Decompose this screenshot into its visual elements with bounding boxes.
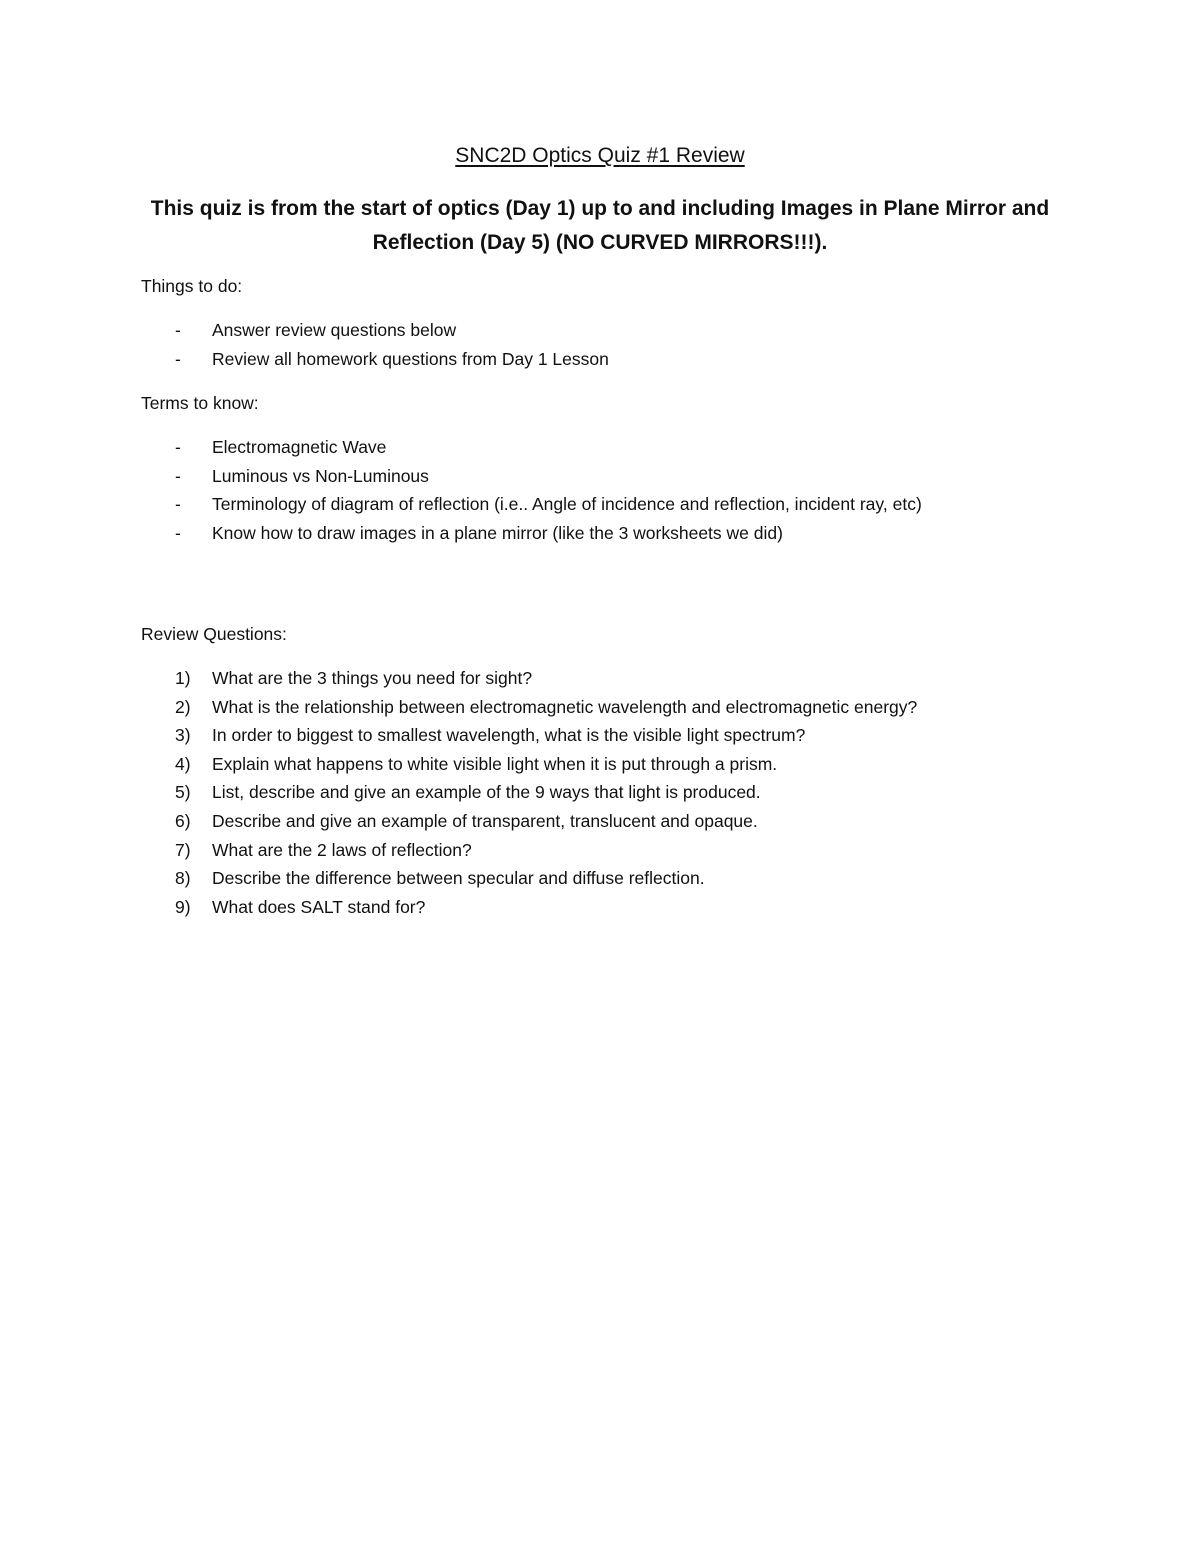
question-number: 1) bbox=[175, 668, 191, 688]
question-number: 6) bbox=[175, 810, 191, 831]
things-to-do-label: Things to do: bbox=[141, 276, 243, 296]
question-text: What are the 2 laws of reflection? bbox=[212, 839, 472, 860]
list-marker: - bbox=[175, 522, 181, 543]
question-text: What does SALT stand for? bbox=[212, 896, 426, 917]
list-item-text: Electromagnetic Wave bbox=[212, 437, 387, 457]
quiz-scope-warning: (NO CURVED MIRRORS!!!). bbox=[555, 231, 828, 254]
question-text: In order to biggest to smallest wavelength, what is the visible light spectrum? bbox=[212, 725, 806, 746]
question-text: What are the 3 things you need for sight? bbox=[212, 668, 533, 688]
list-item-text: Answer review questions below bbox=[212, 320, 457, 340]
list-marker: - bbox=[175, 494, 181, 515]
question-number: 4) bbox=[175, 753, 191, 774]
list-marker: - bbox=[175, 320, 181, 340]
list-item-text: Review all homework questions from Day 1 Lesson bbox=[212, 348, 609, 369]
list-item-text: Know how to draw images in a plane mirror (like the 3 worksheets we did) bbox=[212, 522, 783, 543]
question-text: Explain what happens to white visible light when it is put through a prism. bbox=[212, 753, 778, 774]
document-title: SNC2D Optics Quiz #1 Review bbox=[455, 144, 745, 167]
list-item-text: Terminology of diagram of reflection (i.e.. Angle of incidence and reflection, incident ray, etc) bbox=[212, 494, 922, 515]
question-number: 8) bbox=[175, 868, 191, 889]
question-number: 2) bbox=[175, 696, 191, 717]
question-text: List, describe and give an example of the 9 ways that light is produced. bbox=[212, 782, 761, 803]
question-number: 7) bbox=[175, 839, 191, 860]
question-number: 5) bbox=[175, 782, 191, 803]
question-number: 9) bbox=[175, 896, 191, 917]
list-marker: - bbox=[175, 465, 181, 486]
list-marker: - bbox=[175, 348, 181, 369]
review-questions-label: Review Questions: bbox=[141, 624, 287, 644]
list-marker: - bbox=[175, 437, 181, 457]
question-text: Describe the difference between specular and diffuse reflection. bbox=[212, 868, 705, 889]
question-number: 3) bbox=[175, 725, 191, 746]
question-text: Describe and give an example of transparent, translucent and opaque. bbox=[212, 810, 758, 831]
question-text: What is the relationship between electromagnetic wavelength and electromagnetic energy? bbox=[212, 696, 918, 717]
list-item-text: Luminous vs Non-Luminous bbox=[212, 465, 429, 486]
terms-to-know-label: Terms to know: bbox=[141, 393, 259, 413]
quiz-scope-statement bbox=[150, 192, 1050, 260]
quiz-scope-text: This quiz is from the start of optics (Day 1) up to and including Images in Plane Mirror and Reflection (Day 5) bbox=[150, 197, 1050, 254]
